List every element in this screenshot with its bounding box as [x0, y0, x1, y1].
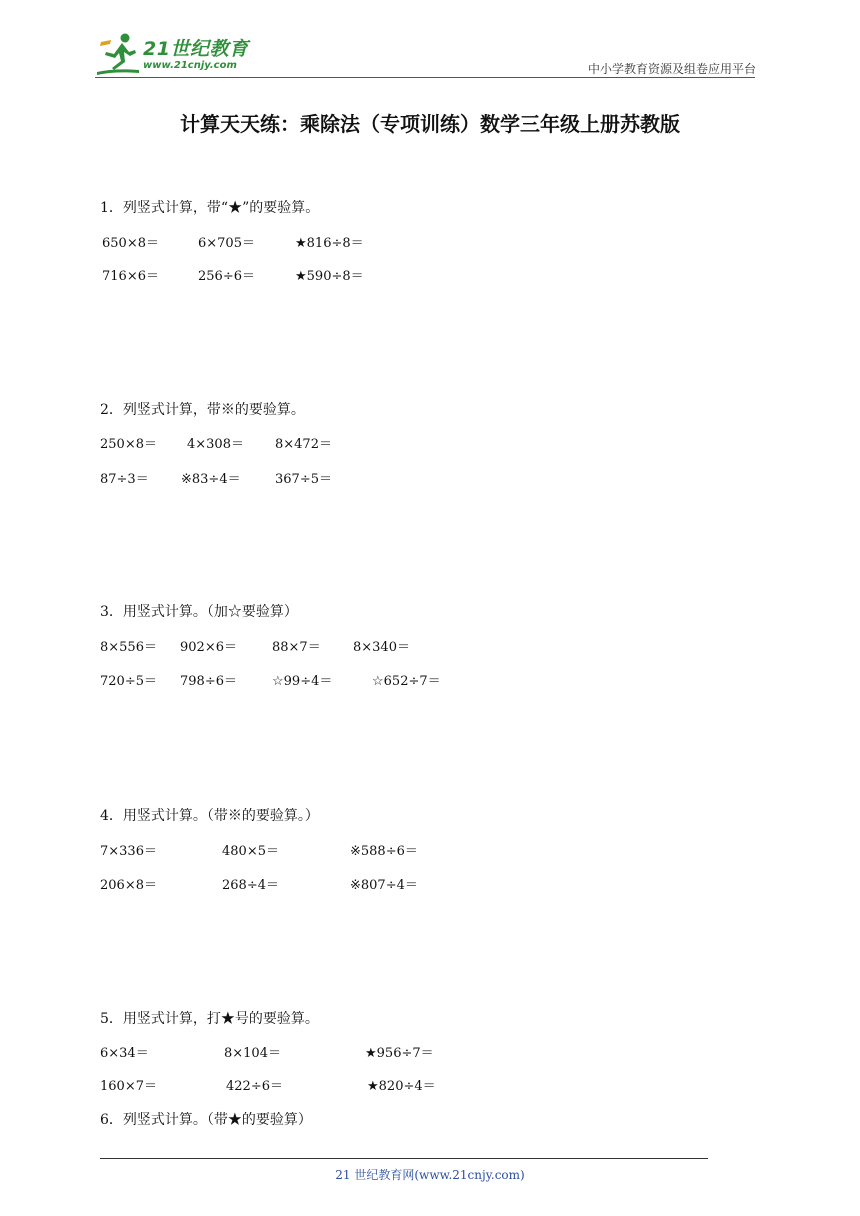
logo — [95, 32, 265, 80]
page-header — [0, 0, 860, 90]
problem: 720÷5＝ — [100, 674, 157, 689]
problem: ★956÷7＝ — [365, 1046, 434, 1061]
question-5-heading: 5．用竖式计算，打★号的要验算。 — [100, 1011, 319, 1027]
problem: 4×308＝ — [187, 437, 244, 452]
footer-divider — [100, 1158, 708, 1159]
question-3-heading: 3．用竖式计算。（加☆要验算） — [100, 604, 298, 620]
problem: ☆99÷4＝ — [272, 674, 333, 689]
logo-url: www.21cnjy.com — [143, 60, 237, 71]
runner-logo-icon — [95, 32, 141, 76]
problem: 8×472＝ — [275, 437, 332, 452]
problem: 256÷6＝ — [198, 269, 255, 284]
problem: 87÷3＝ — [100, 472, 149, 487]
problem: 650×8＝ — [102, 236, 159, 251]
problem: ★820÷4＝ — [367, 1079, 436, 1094]
problem: 8×340＝ — [353, 640, 410, 655]
problem: ※807÷4＝ — [350, 878, 418, 893]
question-2-heading: 2．列竖式计算，带※的要验算。 — [100, 402, 305, 418]
problem: 367÷5＝ — [275, 472, 332, 487]
problem: 902×6＝ — [180, 640, 237, 655]
header-tagline: 中小学教育资源及组卷应用平台 — [587, 62, 756, 76]
question-1-heading: 1．列竖式计算，带“★”的要验算。 — [100, 200, 320, 216]
problem: ※83÷4＝ — [181, 472, 241, 487]
problem: 422÷6＝ — [226, 1079, 283, 1094]
problem: ★816÷8＝ — [295, 236, 364, 251]
problem: 88×7＝ — [272, 640, 321, 655]
problem: 268÷4＝ — [222, 878, 279, 893]
problem: ☆652÷7＝ — [372, 674, 441, 689]
problem: 160×7＝ — [100, 1079, 157, 1094]
problem: 798÷6＝ — [180, 674, 237, 689]
problem: 6×34＝ — [100, 1046, 149, 1061]
logo-brand: 21世纪教育 — [143, 38, 249, 60]
problem: 7×336＝ — [100, 844, 157, 859]
problem: 8×104＝ — [224, 1046, 281, 1061]
footer-text: 21 世纪教育网(www.21cnjy.com) — [335, 1168, 525, 1182]
problem: ★590÷8＝ — [295, 269, 364, 284]
problem: ※588÷6＝ — [350, 844, 418, 859]
header-divider — [95, 77, 755, 78]
problem: 480×5＝ — [222, 844, 279, 859]
question-4-heading: 4．用竖式计算。（带※的要验算。） — [100, 808, 319, 824]
page-title: 计算天天练：乘除法（专项训练）数学三年级上册苏教版 — [180, 112, 680, 136]
problem: 206×8＝ — [100, 878, 157, 893]
problem: 250×8＝ — [100, 437, 157, 452]
problem: 6×705＝ — [198, 236, 255, 251]
problem: 8×556＝ — [100, 640, 157, 655]
question-6-heading: 6．列竖式计算。（带★的要验算） — [100, 1112, 312, 1128]
problem: 716×6＝ — [102, 269, 159, 284]
